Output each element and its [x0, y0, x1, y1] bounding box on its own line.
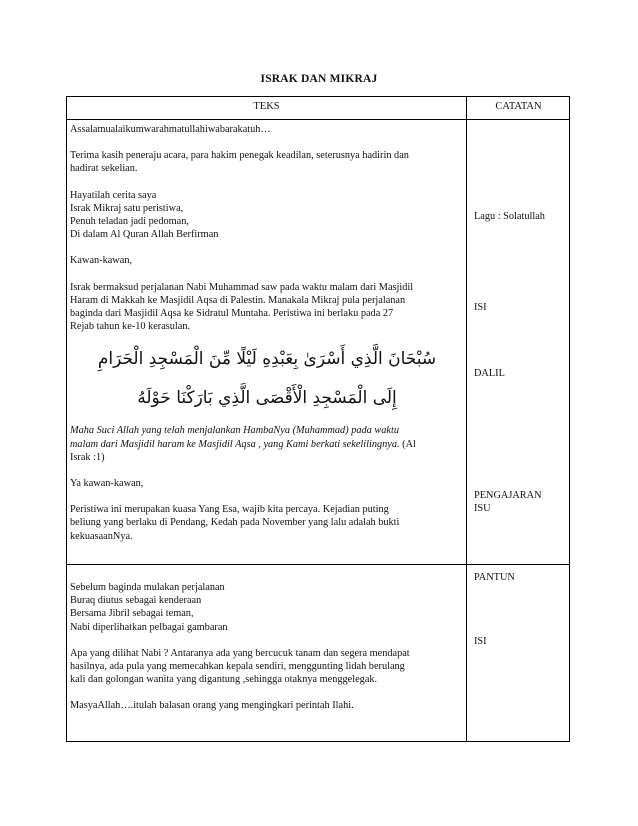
pantun-line: Nabi diperlihatkan pelbagai gambaran: [70, 621, 228, 633]
verse-line: Israk Mikraj satu peristiwa,: [70, 202, 184, 214]
translation-reference: Israk :1): [70, 451, 105, 463]
section-divider: [67, 564, 569, 565]
thanks-line: hadirat sekelian.: [70, 163, 138, 175]
verse-stanza: [70, 189, 464, 242]
quran-verse: [70, 346, 464, 411]
verse-line: Penuh teladan jadi pedoman,: [70, 216, 189, 228]
document-title: ISRAK DAN MIKRAJ: [260, 73, 378, 85]
translation-reference: (Al: [399, 438, 416, 450]
arabic-line: سُبْحَانَ الَّذِي أَسْرَىٰ بِعَبْدِهِ لَيْلًا مِّنَ الْمَسْجِدِ الْحَرَامِ: [97, 349, 437, 370]
apa-line: kali dan golongan wanita yang digantung ,sehingga otaknya menggelegak.: [70, 674, 378, 686]
translation-line: Maha Suci Allah yang telah menjalankan HambaNya (Muhammad) pada waktu: [70, 425, 399, 437]
pantun-line: Sebelum baginda mulakan perjalanan: [70, 582, 225, 593]
thanks-line: Terima kasih peneraju acara, para hakim penegak keadilan, seterusnya hadirin dan: [70, 150, 409, 162]
peristiwa-line: Peristiwa ini merupakan kuasa Yang Esa, wajib kita percaya. Kejadian puting: [70, 504, 389, 516]
greeting: Assalamualaikumwarahmatullahiwabarakatuh…: [70, 124, 271, 135]
note-isi-2: ISI: [474, 636, 487, 647]
note-isu-line: ISU: [474, 503, 491, 515]
column-divider: [466, 97, 467, 741]
section1-text: [70, 123, 464, 543]
kawan-line: Kawan-kawan,: [70, 255, 133, 267]
israk-line: Rejab tahun ke-10 kerasulan.: [70, 321, 191, 333]
arabic-line: إِلَى الْمَسْجِدِ الْأَقْصَى الَّذِي بَارَكْنَا حَوْلَهُ: [137, 388, 397, 409]
pantun-line: Buraq diutus sebagai kenderaan: [70, 595, 202, 607]
ya-kawan-line: Ya kawan-kawan,: [70, 478, 144, 490]
peristiwa-line: beliung yang berlaku di Pendang, Kedah pada November yang lalu adalah bukti: [70, 517, 400, 529]
header-divider: [67, 119, 569, 120]
verse-line: Di dalam Al Quran Allah Berfirman: [70, 229, 219, 241]
note-pantun: PANTUN: [474, 572, 515, 583]
verse-line: Hayatilah cerita saya: [70, 189, 157, 201]
note-dalil: DALIL: [474, 368, 505, 379]
pantun-line: Bersama Jibril sebagai teman,: [70, 608, 194, 620]
apa-line: Apa yang dilihat Nabi ? Antaranya ada yang bercucuk tanam dan segera mendapat: [70, 647, 410, 659]
section2-text: [70, 581, 464, 713]
peristiwa-paragraph: [70, 503, 464, 543]
masya-line: MasyaAllah….itulah balasan orang yang mengingkari perintah Ilahi.: [70, 700, 354, 712]
content-table: [66, 96, 570, 742]
translation-paragraph: [70, 424, 464, 464]
israk-line: Haram di Makkah ke Masjidil Aqsa di Palestin. Manakala Mikraj pula perjalanan: [70, 294, 406, 306]
note-lagu: Lagu : Solatullah: [474, 211, 545, 222]
pantun-stanza: [70, 581, 464, 634]
israk-line: baginda dari Masjidil Aqsa ke Sidratul Muntaha. Peristiwa ini berlaku pada 27: [70, 308, 394, 320]
header-catatan: CATATAN: [495, 101, 542, 112]
note-pengajaran: [474, 489, 542, 515]
apa-paragraph: [70, 647, 464, 687]
apa-line: hasilnya, ada pula yang memecahkan kepala sendiri, menggunting lidah berulang: [70, 661, 405, 673]
thanks-paragraph: [70, 149, 464, 175]
israk-paragraph: [70, 281, 464, 334]
peristiwa-line: kekuasaanNya.: [70, 530, 133, 542]
header-teks: TEKS: [253, 101, 280, 112]
note-pengajaran-line: PENGAJARAN: [474, 490, 542, 501]
note-isi: ISI: [474, 302, 487, 313]
israk-line: Israk bermaksud perjalanan Nabi Muhammad saw pada waktu malam dari Masjidil: [70, 281, 414, 293]
translation-line: malam dari Masjidil haram ke Masjidil Aqsa , yang Kami berkati sekelilingnya.: [70, 438, 400, 450]
